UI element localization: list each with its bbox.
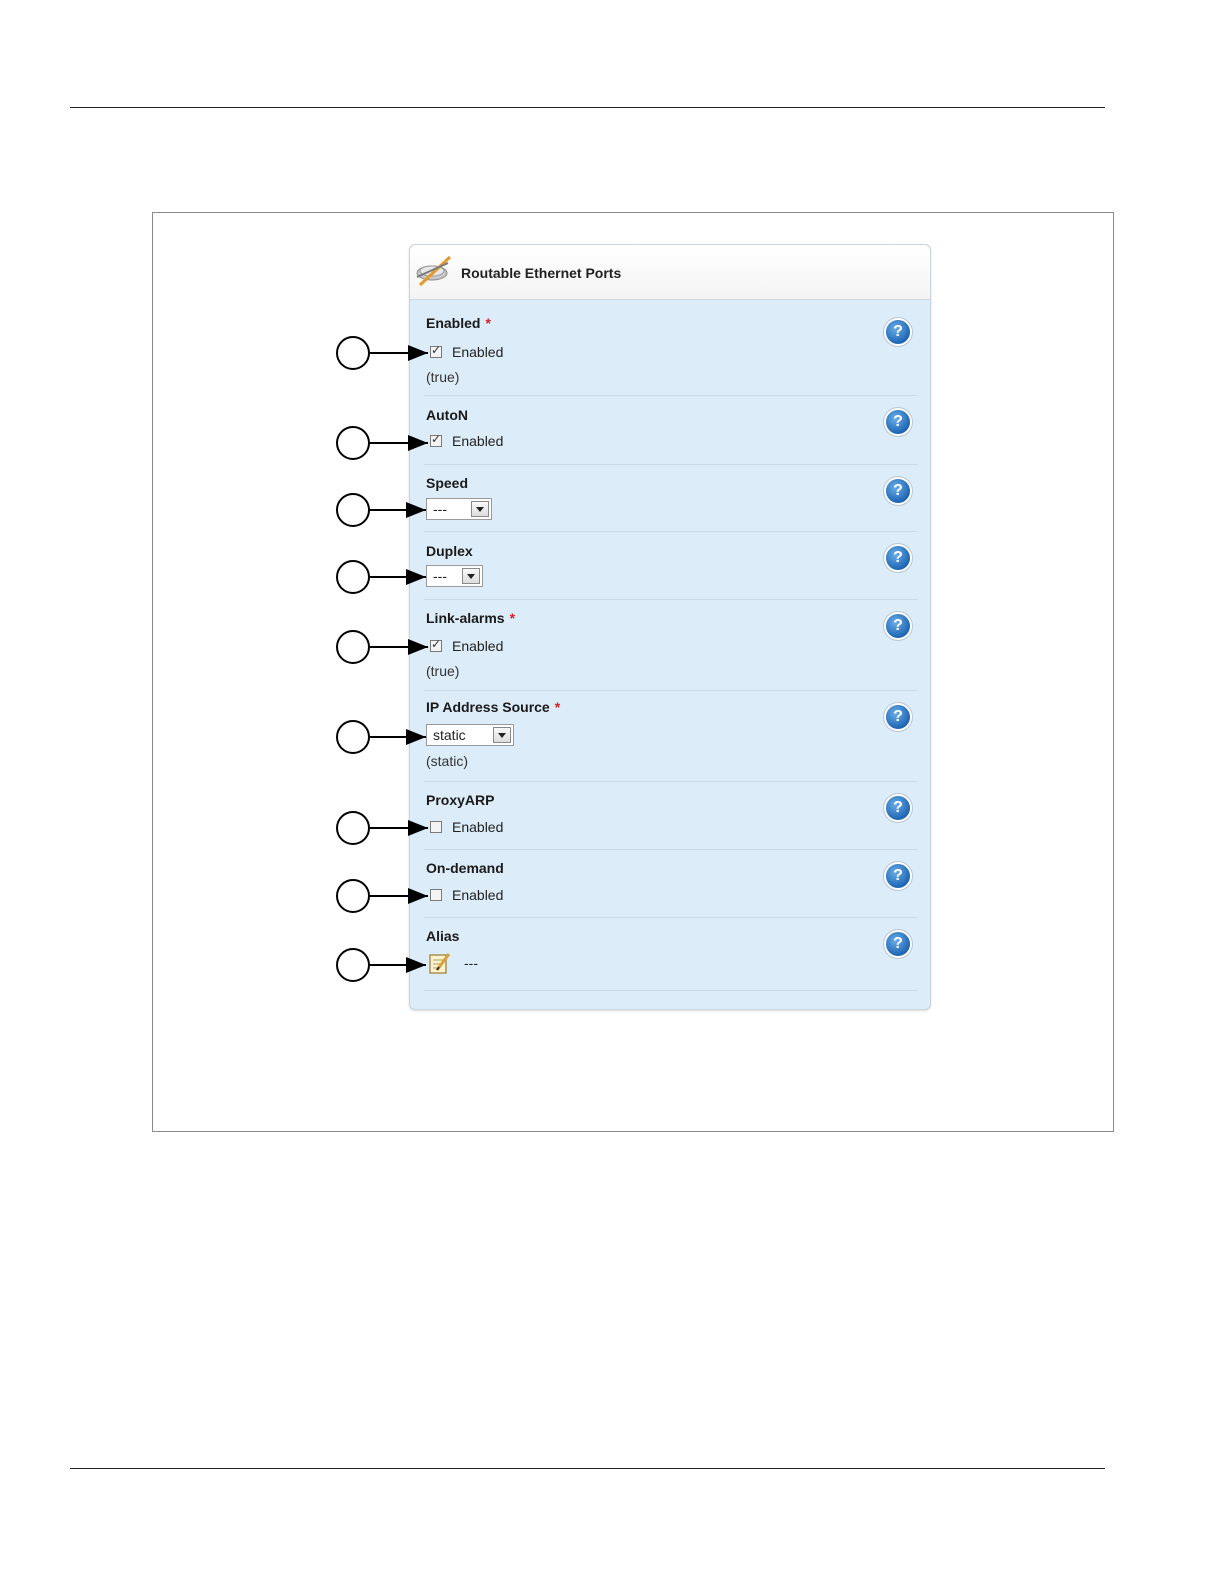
help-icon[interactable]: ? [886, 705, 910, 729]
duplex-select[interactable] [426, 565, 483, 587]
field-auton [424, 396, 918, 465]
alias-row [428, 951, 478, 975]
field-label: Speed [426, 475, 469, 491]
field-on-demand [424, 850, 918, 918]
field-label: ProxyARP [426, 792, 495, 808]
field-label: On-demand [426, 860, 504, 876]
field-ip-address-source [424, 691, 918, 782]
enabled-checkbox-row[interactable] [430, 343, 503, 361]
routable-ethernet-ports-panel [409, 244, 931, 1010]
select-value: --- [433, 501, 447, 517]
ethernet-port-icon [414, 251, 454, 291]
footer-rule [70, 1468, 1105, 1469]
field-label: Duplex [426, 543, 473, 559]
checkbox-label: Enabled [452, 344, 504, 360]
panel-title: Routable Ethernet Ports [461, 265, 622, 281]
auton-checkbox[interactable] [430, 435, 442, 447]
current-value-note: (true) [426, 663, 460, 679]
field-alias [424, 918, 918, 991]
field-label: AutoN [426, 407, 468, 423]
current-value-note: (static) [426, 753, 468, 769]
help-icon[interactable]: ? [886, 546, 910, 570]
field-label: Alias [426, 928, 460, 944]
speed-select[interactable] [426, 498, 492, 520]
checkbox-label: Enabled [452, 887, 504, 903]
required-asterisk: * [509, 610, 516, 626]
chevron-down-icon[interactable] [471, 501, 489, 517]
required-asterisk: * [485, 315, 491, 331]
field-label: Link-alarms * [426, 610, 516, 626]
help-icon[interactable]: ? [886, 864, 910, 888]
proxyarp-checkbox-row[interactable] [430, 818, 503, 836]
help-icon[interactable]: ? [886, 410, 910, 434]
help-icon[interactable]: ? [886, 932, 910, 956]
select-value: --- [433, 568, 447, 584]
required-asterisk: * [554, 699, 561, 715]
field-enabled [424, 299, 918, 396]
link-alarms-checkbox-row[interactable] [430, 637, 503, 655]
edit-note-icon[interactable] [428, 951, 452, 975]
proxyarp-checkbox[interactable] [430, 821, 442, 833]
on-demand-checkbox-row[interactable] [430, 886, 503, 904]
help-icon[interactable]: ? [886, 796, 910, 820]
field-speed [424, 465, 918, 532]
field-label: IP Address Source * [426, 699, 561, 715]
help-icon[interactable]: ? [886, 614, 910, 638]
current-value-note: (true) [426, 369, 460, 385]
chevron-down-icon[interactable] [493, 727, 511, 743]
auton-checkbox-row[interactable] [430, 432, 503, 450]
field-label: Enabled * [426, 315, 491, 331]
alias-value: --- [464, 955, 478, 971]
field-proxyarp [424, 782, 918, 850]
select-value: static [433, 727, 466, 743]
panel-header [410, 245, 930, 300]
field-duplex [424, 532, 918, 600]
checkbox-label: Enabled [452, 819, 504, 835]
on-demand-checkbox[interactable] [430, 889, 442, 901]
checkbox-label: Enabled [452, 433, 504, 449]
help-icon[interactable]: ? [886, 479, 910, 503]
link-alarms-checkbox[interactable] [430, 640, 442, 652]
header-rule [70, 107, 1105, 108]
checkbox-label: Enabled [452, 638, 504, 654]
field-link-alarms [424, 600, 918, 691]
help-icon[interactable]: ? [886, 320, 910, 344]
enabled-checkbox[interactable] [430, 346, 442, 358]
ip-address-source-select[interactable] [426, 724, 514, 746]
chevron-down-icon[interactable] [462, 568, 480, 584]
